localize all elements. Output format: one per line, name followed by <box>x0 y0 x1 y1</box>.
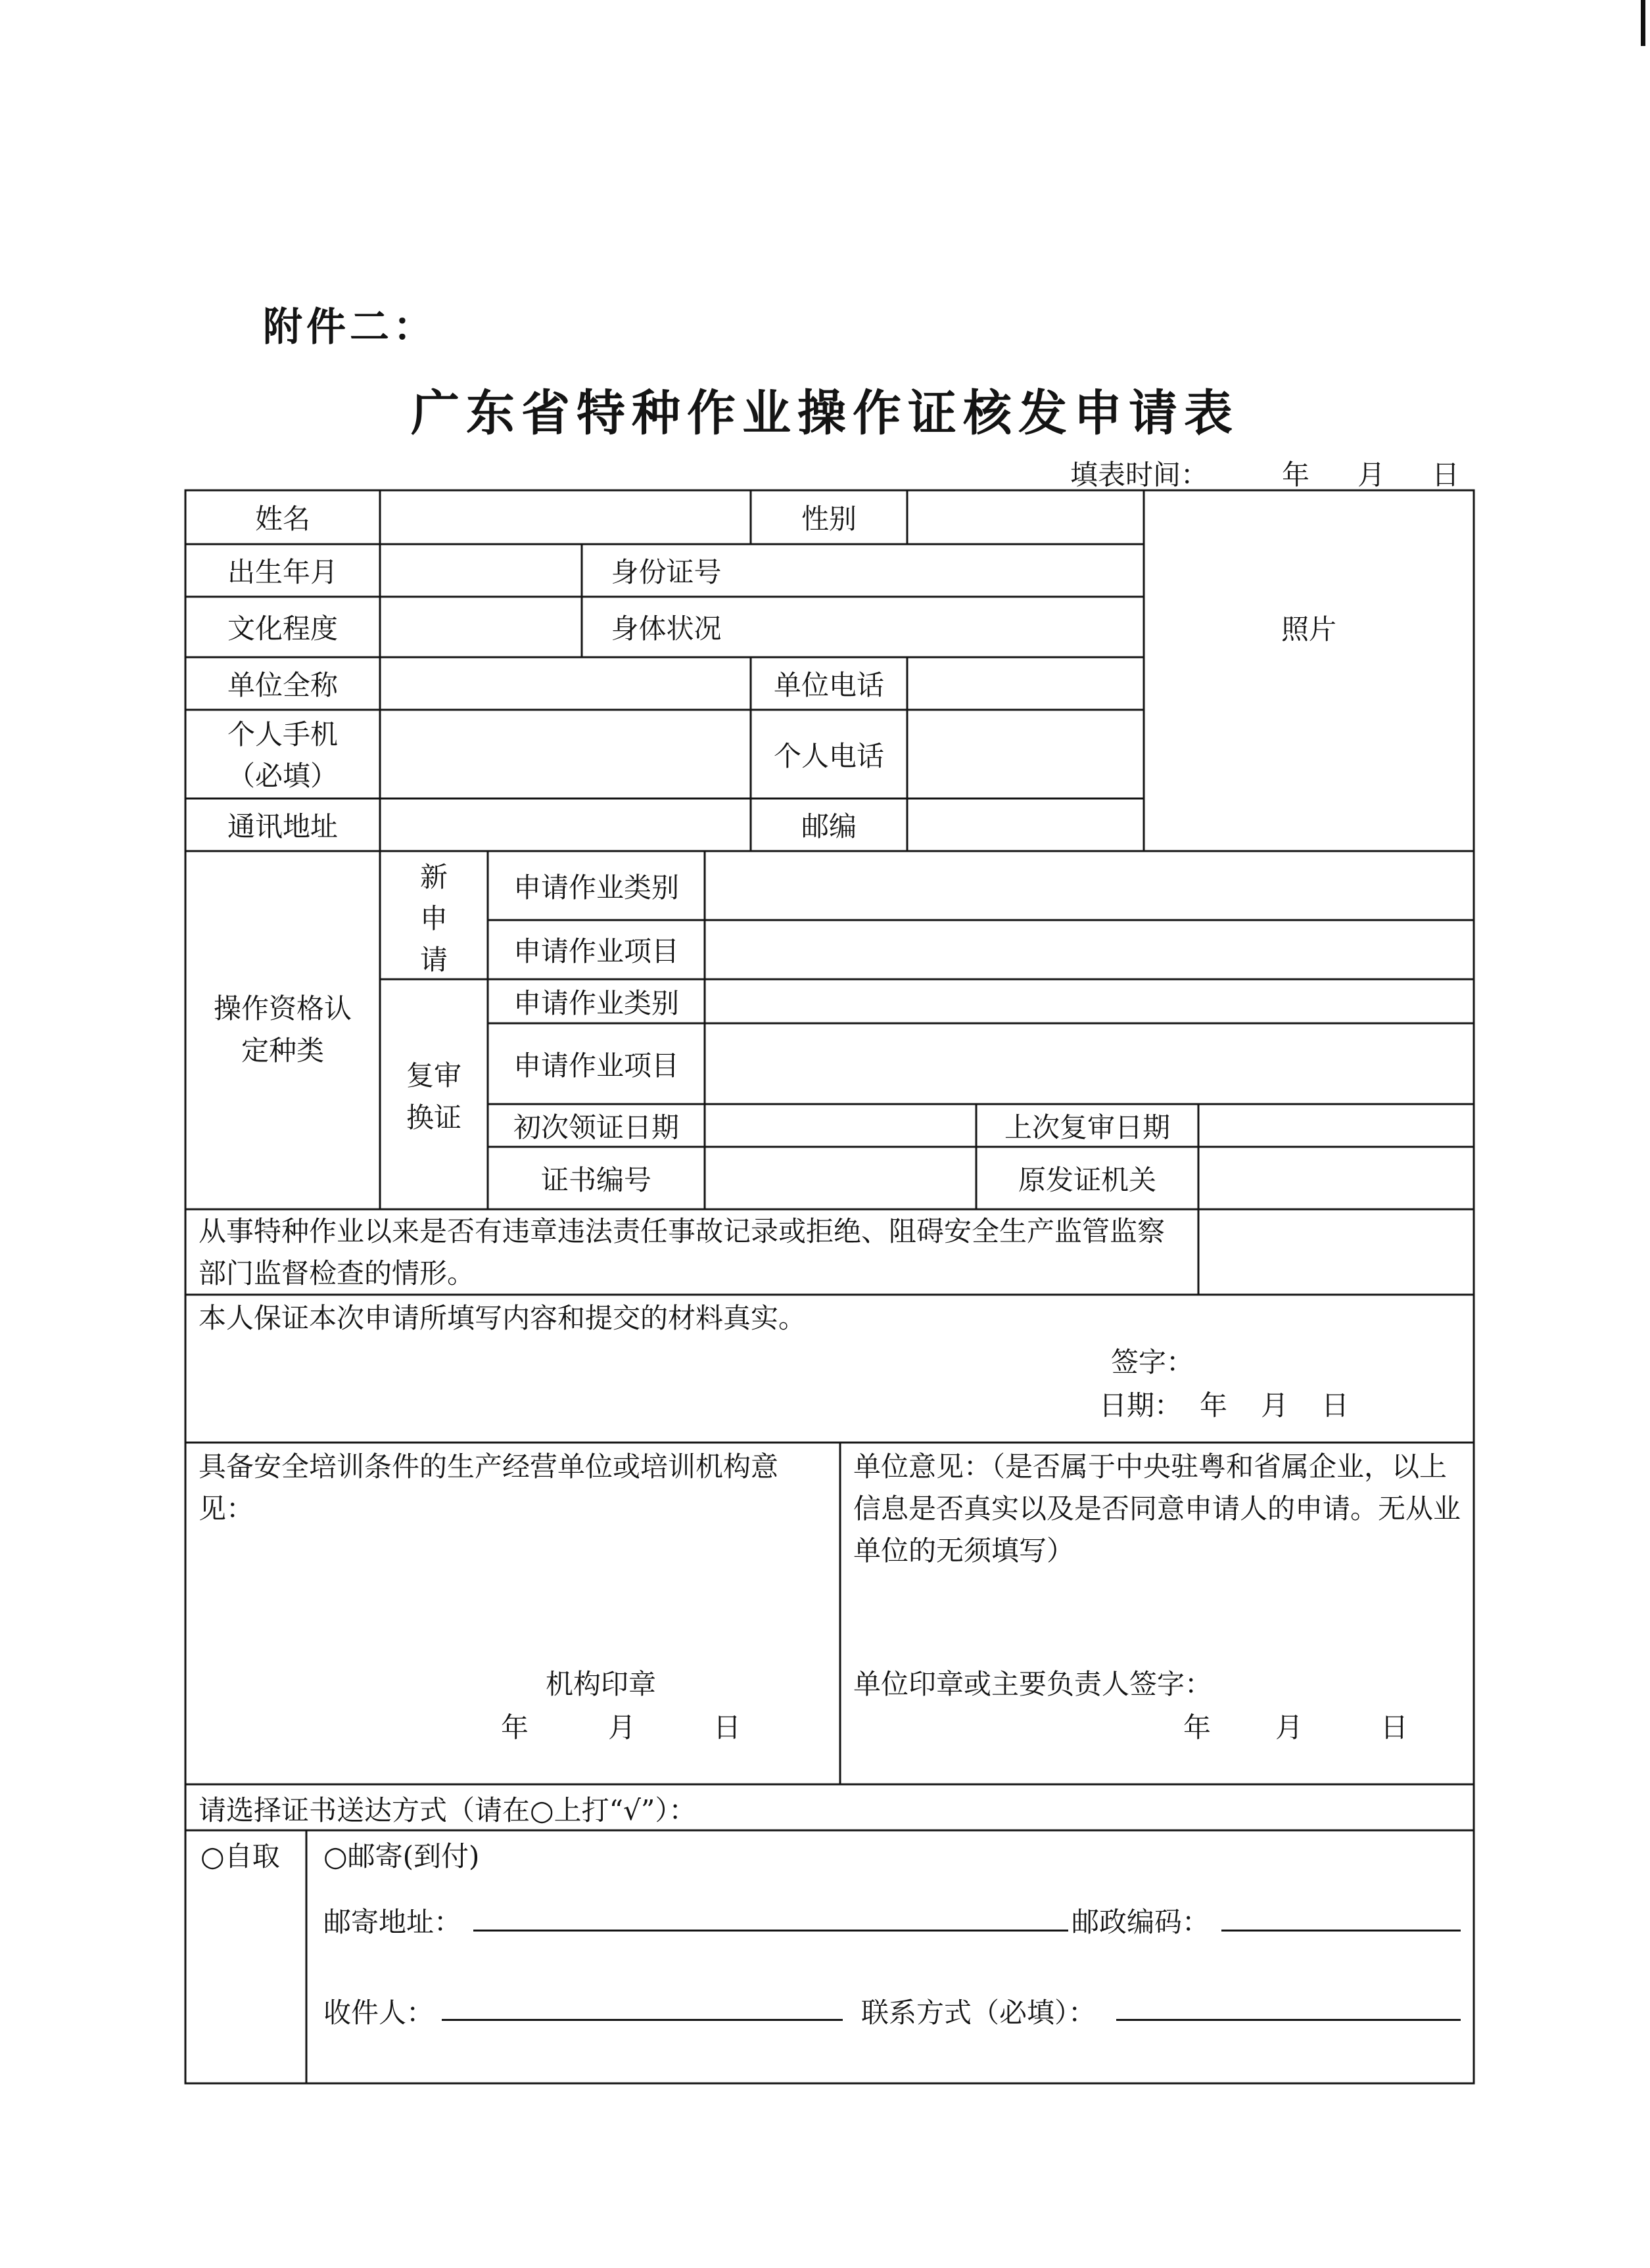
label-new-item: 申请作业项目 <box>513 935 679 967</box>
label-renewal-1: 复审 <box>406 1059 461 1092</box>
label-employer-phone: 单位电话 <box>773 669 884 701</box>
label-mobile: 个人手机 <box>227 718 338 751</box>
delivery-self-pickup[interactable]: ○自取 <box>200 1840 280 1872</box>
delivery-mail[interactable]: ○邮寄(到付) <box>323 1840 480 1872</box>
label-renewal-category: 申请作业类别 <box>513 986 679 1019</box>
label-education: 文化程度 <box>227 613 338 645</box>
postal-code-label: 邮政编码： <box>1072 1906 1210 1938</box>
delivery-prompt: 请选择证书送达方式（请在○上打“√”）： <box>199 1794 697 1826</box>
declaration-day: 日 <box>1321 1389 1350 1422</box>
label-id-number: 身份证号 <box>611 556 722 588</box>
declaration-signature: 签字： <box>1111 1346 1194 1378</box>
label-qualification-1: 操作资格认 <box>213 992 352 1025</box>
label-new-app-2: 申 <box>419 902 448 935</box>
label-employer: 单位全称 <box>227 669 338 701</box>
label-gender: 性别 <box>801 503 857 535</box>
label-photo: 照片 <box>1281 613 1336 645</box>
training-day: 日 <box>713 1711 742 1744</box>
label-renewal-item: 申请作业项目 <box>513 1049 679 1082</box>
label-personal-phone: 个人电话 <box>773 739 884 772</box>
unit-seal: 单位印章或主要负责人签字： <box>853 1668 1213 1700</box>
label-qualification-2: 定种类 <box>241 1034 324 1067</box>
training-month: 月 <box>608 1711 636 1744</box>
violation-question: 从事特种作业以来是否有违章违法责任事故记录或拒绝、阻碍安全生产监管监察部门监督检查的情形。 <box>199 1215 1166 1289</box>
label-new-app-1: 新 <box>419 861 448 893</box>
label-cert-no: 证书编号 <box>540 1163 651 1196</box>
unit-month: 月 <box>1275 1711 1304 1744</box>
training-opinion-text: 具备安全培训条件的生产经营单位或培训机构意见： <box>199 1450 779 1525</box>
contact-label: 联系方式（必填）： <box>861 1997 1096 2029</box>
label-renewal-2: 换证 <box>406 1101 461 1134</box>
training-seal: 机构印章 <box>546 1668 657 1700</box>
fill-date-year: 年 <box>1282 459 1310 491</box>
declaration-year: 年 <box>1200 1389 1228 1422</box>
training-year: 年 <box>501 1711 529 1744</box>
label-new-app-3: 请 <box>419 944 448 976</box>
fill-date-month: 月 <box>1357 459 1386 491</box>
label-new-category: 申请作业类别 <box>513 871 679 904</box>
form-title: 广东省特种作业操作证核发申请表 <box>411 385 1239 442</box>
label-birth: 出生年月 <box>227 556 338 588</box>
label-first-date: 初次领证日期 <box>513 1111 679 1144</box>
unit-opinion-text: 单位意见：（是否属于中央驻粤和省属企业，以上信息是否真实以及是否同意申请人的申请。无从业单位的无须填写） <box>853 1450 1461 1567</box>
label-postcode: 邮编 <box>801 810 857 843</box>
mail-address-label: 邮寄地址： <box>323 1906 462 1938</box>
postal-code-line[interactable] <box>1221 1930 1461 1932</box>
contact-line[interactable] <box>1116 2019 1461 2021</box>
fill-date-day: 日 <box>1432 459 1460 491</box>
declaration-month: 月 <box>1261 1389 1289 1422</box>
label-health: 身体状况 <box>611 613 722 645</box>
label-issuing-authority: 原发证机关 <box>1018 1163 1156 1196</box>
unit-day: 日 <box>1380 1711 1409 1744</box>
label-name: 姓名 <box>254 503 310 535</box>
recipient-label: 收件人： <box>323 1997 435 2029</box>
label-address: 通讯地址 <box>227 810 338 843</box>
fill-date-label: 填表时间： <box>1070 459 1209 491</box>
attachment-label: 附件二： <box>263 304 436 350</box>
unit-year: 年 <box>1183 1711 1212 1744</box>
declaration-date: 日期： <box>1099 1389 1183 1422</box>
label-mobile-required: （必填） <box>227 760 338 792</box>
recipient-line[interactable] <box>442 2019 843 2021</box>
label-last-review: 上次复审日期 <box>1004 1111 1170 1144</box>
declaration-text: 本人保证本次申请所填写内容和提交的材料真实。 <box>199 1302 807 1334</box>
mail-address-line[interactable] <box>473 1930 1068 1932</box>
